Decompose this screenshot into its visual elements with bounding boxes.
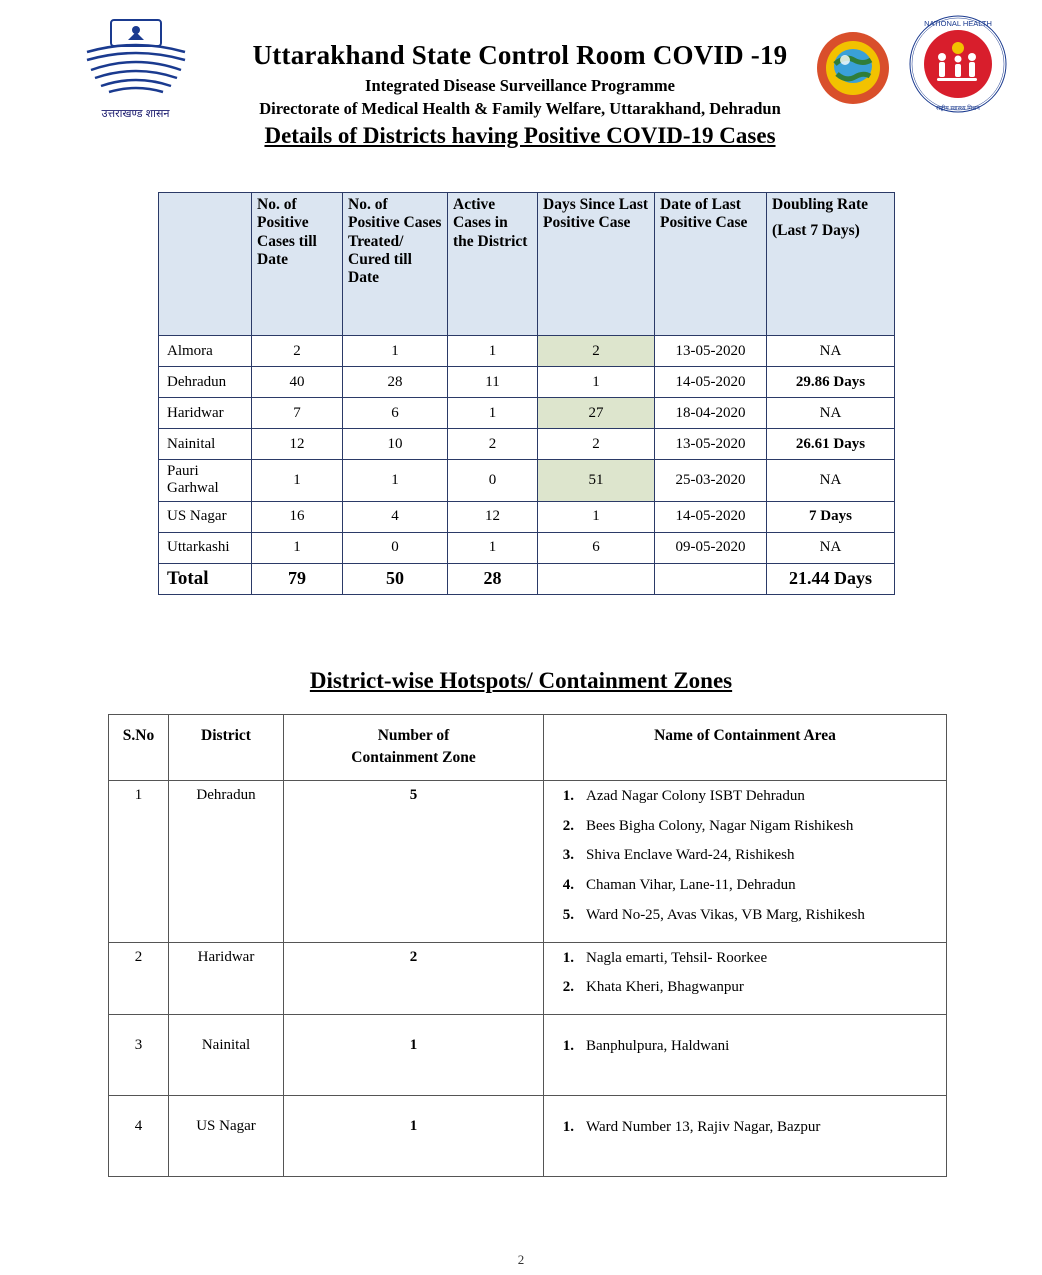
district-positive-cases-table bbox=[158, 192, 895, 595]
area-name: Ward Number 13, Rajiv Nagar, Bazpur bbox=[586, 1118, 821, 1135]
cell-area-list bbox=[544, 780, 947, 942]
cell-active: 11 bbox=[448, 367, 538, 398]
list-item bbox=[558, 1037, 940, 1056]
cell-doubling: NA bbox=[767, 532, 895, 563]
emblem-caption: उत्तराखण्ड शासन bbox=[101, 108, 170, 120]
cell-days-since: 27 bbox=[538, 398, 655, 429]
col-district: District bbox=[169, 715, 284, 781]
col-cured-till-date: No. of Positive Cases Treated/ Cured till Date bbox=[343, 193, 448, 336]
list-item bbox=[558, 817, 940, 836]
list-item bbox=[558, 949, 940, 968]
col-active-cases: Active Cases in the District bbox=[448, 193, 538, 336]
list-index: 1. bbox=[562, 1118, 574, 1135]
list-index: 1. bbox=[562, 787, 574, 804]
cell-cured: 1 bbox=[343, 460, 448, 502]
area-name: Chaman Vihar, Lane-11, Dehradun bbox=[586, 877, 796, 894]
cell-district: Haridwar bbox=[169, 942, 284, 1015]
cell-days-since: 2 bbox=[538, 429, 655, 460]
cell-area-list bbox=[544, 942, 947, 1015]
cell-positive: 16 bbox=[252, 501, 343, 532]
cell-district: Pauri Garhwal bbox=[159, 460, 252, 502]
page-number: 2 bbox=[517, 1252, 525, 1267]
col-date-last-positive: Date of Last Positive Case bbox=[655, 193, 767, 336]
cell-district: Nainital bbox=[169, 1015, 284, 1096]
area-name: Bees Bigha Colony, Nagar Nigam Rishikesh bbox=[586, 817, 854, 834]
cell-total-doubling: 21.44 Days bbox=[767, 563, 895, 594]
cell-positive: 7 bbox=[252, 398, 343, 429]
table-row bbox=[109, 1015, 947, 1096]
cell-zone-count: 1 bbox=[284, 1095, 544, 1176]
cell-doubling: 29.86 Days bbox=[767, 367, 895, 398]
col-number-line2: Containment Zone bbox=[351, 749, 476, 767]
globe-icon bbox=[815, 30, 891, 106]
nhm-icon bbox=[908, 14, 1008, 114]
svg-text:राष्ट्रीय स्वास्थ्य मिशन: राष्ट्रीय स्वास्थ्य मिशन bbox=[936, 106, 980, 112]
document-header bbox=[0, 0, 1042, 160]
table-row bbox=[159, 429, 895, 460]
section-title-districts: Details of Districts having Positive COVID-19 Cases bbox=[264, 123, 776, 148]
list-item bbox=[558, 1118, 940, 1137]
cell-cured: 28 bbox=[343, 367, 448, 398]
cell-sno: 3 bbox=[109, 1015, 169, 1096]
cell-zone-count: 1 bbox=[284, 1015, 544, 1096]
cell-doubling: 26.61 Days bbox=[767, 429, 895, 460]
cell-total-cured: 50 bbox=[343, 563, 448, 594]
cell-date: 18-04-2020 bbox=[655, 398, 767, 429]
list-index: 2. bbox=[562, 817, 574, 834]
cell-zone-count: 5 bbox=[284, 780, 544, 942]
list-item bbox=[558, 876, 940, 895]
cell-date: 13-05-2020 bbox=[655, 429, 767, 460]
cell-doubling: NA bbox=[767, 460, 895, 502]
area-list bbox=[558, 1037, 940, 1056]
section-title-hotspots: District-wise Hotspots/ Containment Zones bbox=[309, 668, 733, 693]
cell-district: Dehradun bbox=[169, 780, 284, 942]
area-name: Shiva Enclave Ward-24, Rishikesh bbox=[586, 847, 795, 864]
cell-cured: 4 bbox=[343, 501, 448, 532]
table-header-row bbox=[109, 715, 947, 781]
table-row bbox=[159, 398, 895, 429]
table-row bbox=[159, 336, 895, 367]
title-block bbox=[195, 40, 845, 149]
col-doubling-rate-line1: Doubling Rate bbox=[772, 196, 869, 213]
cell-total-label: Total bbox=[159, 563, 252, 594]
cell-date: 25-03-2020 bbox=[655, 460, 767, 502]
cell-zone-count: 2 bbox=[284, 942, 544, 1015]
cell-days-since: 1 bbox=[538, 367, 655, 398]
list-item bbox=[558, 787, 940, 806]
col-number-line1: Number of bbox=[377, 727, 450, 744]
containment-rows bbox=[109, 780, 947, 1176]
col-containment-area: Name of Containment Area bbox=[544, 715, 947, 781]
cell-doubling: NA bbox=[767, 336, 895, 367]
area-name: Khata Kheri, Bhagwanpur bbox=[586, 979, 744, 996]
district-positive-cases-table-wrapper bbox=[158, 192, 894, 595]
list-item bbox=[558, 906, 940, 925]
area-name: Nagla emarti, Tehsil- Roorkee bbox=[586, 949, 768, 966]
cell-active: 1 bbox=[448, 398, 538, 429]
cell-district: US Nagar bbox=[169, 1095, 284, 1176]
cell-sno: 1 bbox=[109, 780, 169, 942]
emblem-icon bbox=[81, 18, 191, 104]
cell-cured: 6 bbox=[343, 398, 448, 429]
cell-district: Uttarkashi bbox=[159, 532, 252, 563]
cell-total-positive: 79 bbox=[252, 563, 343, 594]
cell-area-list bbox=[544, 1095, 947, 1176]
district-rows bbox=[159, 336, 895, 595]
list-index: 1. bbox=[562, 1038, 574, 1055]
cell-positive: 12 bbox=[252, 429, 343, 460]
cell-days-since: 6 bbox=[538, 532, 655, 563]
cell-positive: 1 bbox=[252, 532, 343, 563]
cell-district: Haridwar bbox=[159, 398, 252, 429]
cell-district: Almora bbox=[159, 336, 252, 367]
cell-cured: 1 bbox=[343, 336, 448, 367]
cell-date: 14-05-2020 bbox=[655, 367, 767, 398]
list-item bbox=[558, 846, 940, 865]
cell-active: 1 bbox=[448, 532, 538, 563]
cell-cured: 0 bbox=[343, 532, 448, 563]
list-index: 3. bbox=[562, 847, 574, 864]
area-list bbox=[558, 949, 940, 998]
area-list bbox=[558, 787, 940, 925]
cell-date: 14-05-2020 bbox=[655, 501, 767, 532]
list-index: 5. bbox=[562, 906, 574, 923]
list-index: 1. bbox=[562, 949, 574, 966]
list-index: 4. bbox=[562, 877, 574, 894]
cell-active: 1 bbox=[448, 336, 538, 367]
cell-date: 09-05-2020 bbox=[655, 532, 767, 563]
uttarakhand-government-emblem bbox=[78, 18, 193, 121]
cell-active: 0 bbox=[448, 460, 538, 502]
cell-cured: 10 bbox=[343, 429, 448, 460]
cell-positive: 40 bbox=[252, 367, 343, 398]
national-health-mission-logo bbox=[908, 14, 1008, 119]
cell-area-list bbox=[544, 1015, 947, 1096]
area-name: Ward No-25, Avas Vikas, VB Marg, Rishikesh bbox=[586, 906, 865, 923]
cell-sno: 2 bbox=[109, 942, 169, 1015]
col-days-since-last: Days Since Last Positive Case bbox=[538, 193, 655, 336]
cell-district: Dehradun bbox=[159, 367, 252, 398]
table-row bbox=[109, 1095, 947, 1176]
cell-doubling: NA bbox=[767, 398, 895, 429]
list-item bbox=[558, 978, 940, 997]
cell-district: US Nagar bbox=[159, 501, 252, 532]
table-row bbox=[159, 367, 895, 398]
col-doubling-rate-line2: (Last 7 Days) bbox=[772, 222, 860, 240]
cell-days-since: 2 bbox=[538, 336, 655, 367]
cell-positive: 2 bbox=[252, 336, 343, 367]
table-row bbox=[109, 780, 947, 942]
cell-days-since: 1 bbox=[538, 501, 655, 532]
cell-district: Nainital bbox=[159, 429, 252, 460]
page-title: Uttarakhand State Control Room COVID -19 bbox=[252, 40, 788, 70]
containment-zones-table bbox=[108, 714, 947, 1177]
containment-zones-table-wrapper bbox=[108, 714, 946, 1177]
cell-total-date bbox=[655, 563, 767, 594]
cell-total-days bbox=[538, 563, 655, 594]
cell-total-active: 28 bbox=[448, 563, 538, 594]
cell-date: 13-05-2020 bbox=[655, 336, 767, 367]
table-header-row bbox=[159, 193, 895, 336]
list-index: 2. bbox=[562, 979, 574, 996]
area-name: Banphulpura, Haldwani bbox=[586, 1038, 730, 1055]
table-row bbox=[109, 942, 947, 1015]
svg-text:NATIONAL HEALTH: NATIONAL HEALTH bbox=[924, 19, 992, 28]
cell-doubling: 7 Days bbox=[767, 501, 895, 532]
cell-positive: 1 bbox=[252, 460, 343, 502]
title-subtitle-1: Integrated Disease Surveillance Programme bbox=[365, 76, 675, 95]
col-district bbox=[159, 193, 252, 336]
table-row bbox=[159, 501, 895, 532]
col-positive-till-date: No. of Positive Cases till Date bbox=[252, 193, 343, 336]
area-list bbox=[558, 1118, 940, 1137]
table-row bbox=[159, 460, 895, 502]
cell-days-since: 51 bbox=[538, 460, 655, 502]
table-total-row bbox=[159, 563, 895, 594]
cell-active: 12 bbox=[448, 501, 538, 532]
title-subtitle-2: Directorate of Medical Health & Family Welfare, Uttarakhand, Dehradun bbox=[259, 99, 781, 118]
area-name: Azad Nagar Colony ISBT Dehradun bbox=[586, 787, 805, 804]
col-sno: S.No bbox=[109, 715, 169, 781]
idsp-globe-logo bbox=[815, 30, 891, 111]
cell-sno: 4 bbox=[109, 1095, 169, 1176]
cell-active: 2 bbox=[448, 429, 538, 460]
col-number-of-zones bbox=[284, 715, 544, 781]
table-row bbox=[159, 532, 895, 563]
col-doubling-rate bbox=[767, 193, 895, 336]
